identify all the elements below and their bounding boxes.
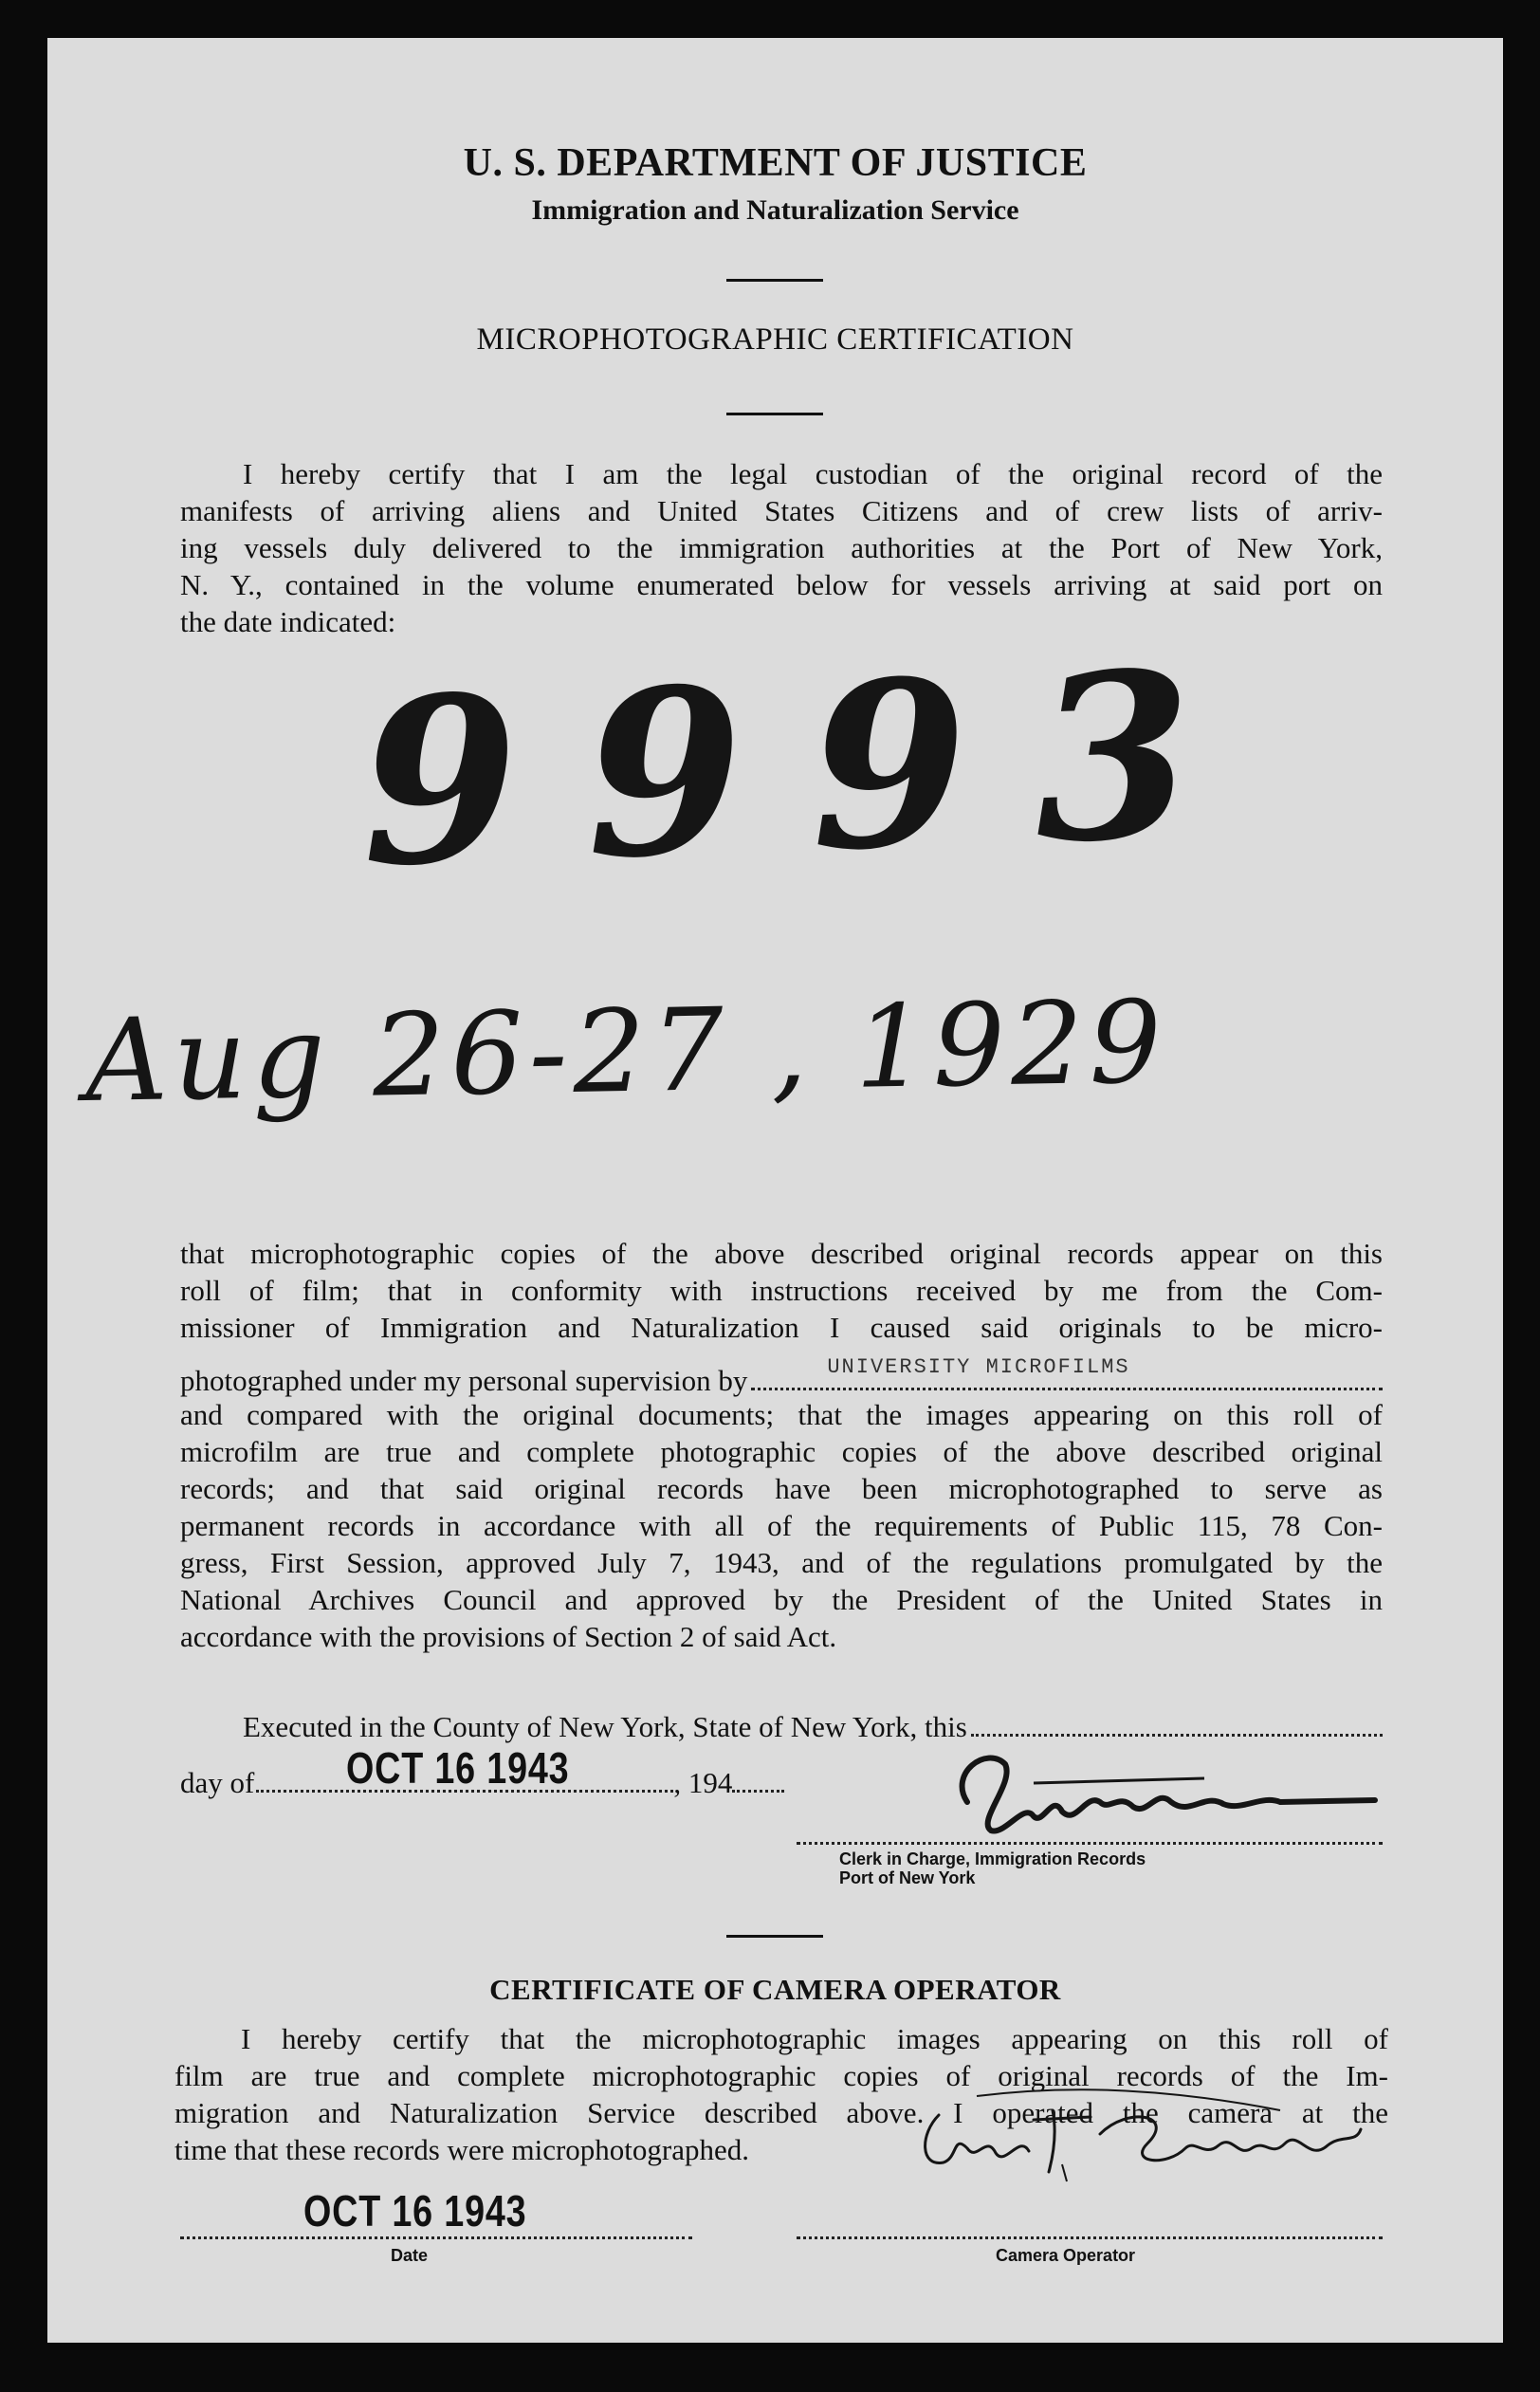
divider [726,1935,823,1938]
executed-fill-line [971,1713,1383,1737]
supervision-fill-line [751,1355,1383,1390]
clerk-signature-line [797,1840,1383,1845]
body-line: that microphotographic copies of the above described original records appear on this [180,1237,1383,1270]
supervision-line [180,1355,1383,1399]
intro-line: N. Y., contained in the volume enumerated below for vessels arriving at said port on [180,568,1383,601]
clerk-title-line: Clerk in Charge, Immigration Records [839,1849,1146,1868]
body-line: gress, First Session, approved July 7, 1943, and of the regulations promulgated by the [180,1546,1383,1579]
clerk-title [839,1849,1146,1887]
body-line: records; and that said original records have been microphotographed to serve as [180,1472,1383,1505]
camera-line: film are true and complete microphotographic copies of original records of the Im- [174,2059,1388,2092]
date-label: Date [391,2246,429,2265]
clerk-title-line: Port of New York [839,1868,976,1887]
date-fill-line [180,2235,692,2239]
service-subheading: Immigration and Naturalization Service [531,194,1019,226]
handwritten-volume-number: 9993 [356,618,1264,918]
camera-operator-label: Camera Operator [996,2246,1136,2265]
day-of-fill-line [256,1743,673,1793]
certification-title: MICROPHOTOGRAPHIC CERTIFICATION [476,322,1074,357]
operator-signature-line [797,2235,1383,2239]
handwritten-date: Aug 26-27 , 1929 [83,977,1168,1128]
body-line: roll of film; that in conformity with instructions received by me from the Com- [180,1274,1383,1307]
intro-line: I hereby certify that I am the legal custodian of the original record of the [243,457,1383,490]
body-paragraph-continued [180,1396,1383,1655]
department-heading: U. S. DEPARTMENT OF JUSTICE [463,141,1088,185]
supervision-prefix: photographed under my personal supervision by [180,1364,748,1397]
body-line: and compared with the original documents; that the images appearing on this roll of [180,1398,1383,1431]
divider [726,279,823,282]
camera-line: migration and Naturalization Service described above. I operated the camera at the [174,2096,1388,2129]
body-line: permanent records in accordance with all of the requirements of Public 115, 78 Con- [180,1509,1383,1542]
supervision-company: UNIVERSITY MICROFILMS [827,1355,1130,1379]
body-line: accordance with the provisions of Section 2 of said Act. [180,1620,837,1653]
certificate-sheet [47,38,1503,2343]
camera-line: time that these records were microphotographed. [174,2133,749,2166]
intro-line: the date indicated: [180,605,396,638]
day-of-line [180,1743,784,1800]
body-line: missioner of Immigration and Naturalization I caused said originals to be micro- [180,1311,1383,1344]
intro-paragraph [180,455,1383,640]
camera-line: I hereby certify that the microphotographic images appearing on this roll of [241,2022,1388,2055]
body-line: National Archives Council and approved by the President of the United States in [180,1583,1383,1616]
camera-date-stamp: OCT 16 1943 [303,2186,527,2236]
executed-text: Executed in the County of New York, State of New York, this [243,1710,967,1743]
year-prefix: , 194 [673,1766,733,1799]
date-field [180,2183,692,2240]
date-stamp: OCT 16 1943 [346,1743,570,1793]
body-line: microfilm are true and complete photographic copies of the above described original [180,1435,1383,1468]
year-fill-line [732,1769,784,1793]
divider [726,413,823,415]
camera-operator-title: CERTIFICATE OF CAMERA OPERATOR [489,1973,1061,2006]
intro-line: manifests of arriving aliens and United States Citizens and of crew lists of arriv- [180,494,1383,527]
operator-signature [863,2077,1413,2191]
day-of-label: day of [180,1766,255,1799]
body-paragraph [180,1235,1383,1346]
intro-line: ing vessels duly delivered to the immigration authorities at the Port of New York, [180,531,1383,564]
